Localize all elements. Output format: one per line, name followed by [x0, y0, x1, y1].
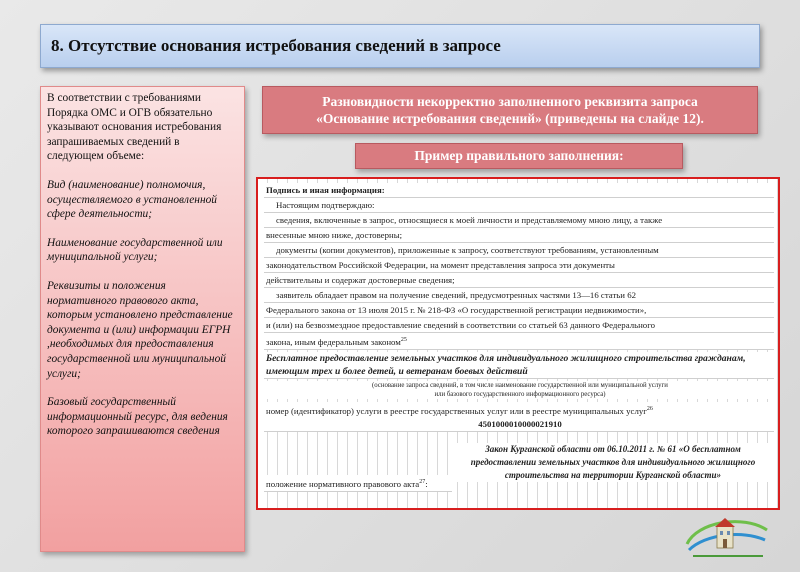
form-line: действительны и содержат достоверные сведения;: [264, 273, 774, 288]
variants-header-line2: «Основание истребования сведений» (приведены на слайде 12).: [316, 111, 704, 126]
act-colon: :: [425, 478, 428, 489]
form-line: Федерального закона от 13 июля 2015 г. № 218-ФЗ «О государственной регистрации недвижимости»,: [264, 303, 774, 318]
example-label-box: [355, 143, 683, 169]
building-landscape-logo-icon: [683, 512, 771, 562]
footnote-26: 26: [646, 406, 653, 412]
form-line: внесенные мною ниже, достоверны;: [264, 228, 774, 243]
law-text: Закон Курганской области от 06.10.2011 г. № 61 «О бесплатном предоставлении земельных участков для индивидуального жилищного строительства на территории Курганской области»: [456, 443, 770, 482]
requirement-item: Наименование государственной или муниципальной услуги;: [47, 236, 223, 264]
basis-caption-1: (основание запроса сведений, в том числе наименование государственной или муниципальной услуги: [264, 381, 774, 390]
form-line-last: [264, 333, 774, 350]
basis-value: Бесплатное предоставление земельных участков для индивидуального жилищного строительства гражданам, имеющим трех и более детей, и ветеранам боевых действий: [264, 352, 774, 379]
basis-caption-2: или базового государственного информационного ресурса): [264, 390, 774, 399]
requirement-item: Вид (наименование) полномочия, осуществляемого в установленной сфере деятельности;: [47, 178, 217, 221]
act-label-row: [264, 475, 452, 492]
requirement-item: Базовый государственный информационный ресурс, для ведения которого запрашиваются сведения: [47, 396, 228, 438]
act-label: положение нормативного правового акта: [266, 478, 420, 489]
form-line: Настоящим подтверждаю:: [264, 198, 774, 213]
example-label: Пример правильного заполнения:: [414, 148, 624, 163]
form-example-frame: [256, 177, 780, 510]
slide-title: 8. Отсутствие основания истребования сведений в запросе: [51, 36, 501, 55]
form-heading: Подпись и иная информация:: [264, 183, 774, 198]
footnote-25: 25: [400, 337, 407, 343]
form-line: документы (копии документов), приложенные к запросу, соответствуют требованиям, установленным: [264, 243, 774, 258]
slide-title-bar: [40, 24, 760, 68]
form-line: заявитель обладает правом на получение сведений, предусмотренных частями 13—16 статьи 62: [264, 288, 774, 303]
variants-header-line1: Разновидности некорректно заполненного реквизита запроса: [322, 94, 698, 109]
footnote-27: 27: [419, 479, 426, 485]
variants-header: [262, 86, 758, 134]
form-line: закона, иным федеральным законом: [266, 336, 401, 347]
requirements-intro: В соответствии с требованиями Порядка ОМС и ОГВ обязательно указывают основания истребования запрашиваемых сведений в следующем объеме:: [47, 92, 222, 163]
form-example: [258, 179, 778, 508]
form-line: законодательством Российской Федерации, на момент представления запроса эти документы: [264, 258, 774, 273]
requirement-item: Реквизиты и положения нормативного правового акта, которым установлено представление документа и (или) информации ЕГРН ,необходимых для предоставления государственной или муниципальной услуги;: [47, 279, 233, 380]
service-number: 4501000010000021910: [264, 417, 774, 432]
service-number-label: номер (идентификатор) услуги в реестре государственных услуг или в реестре муниципальных услуг: [266, 405, 647, 416]
form-line: сведения, включенные в запрос, относящиеся к моей личности и представляемому мною лицу, а также: [264, 213, 774, 228]
form-line: и (или) на безвозмездное предоставление сведений в соответствии со статьей 63 данного Федерального: [264, 318, 774, 333]
requirements-panel: [40, 86, 245, 552]
